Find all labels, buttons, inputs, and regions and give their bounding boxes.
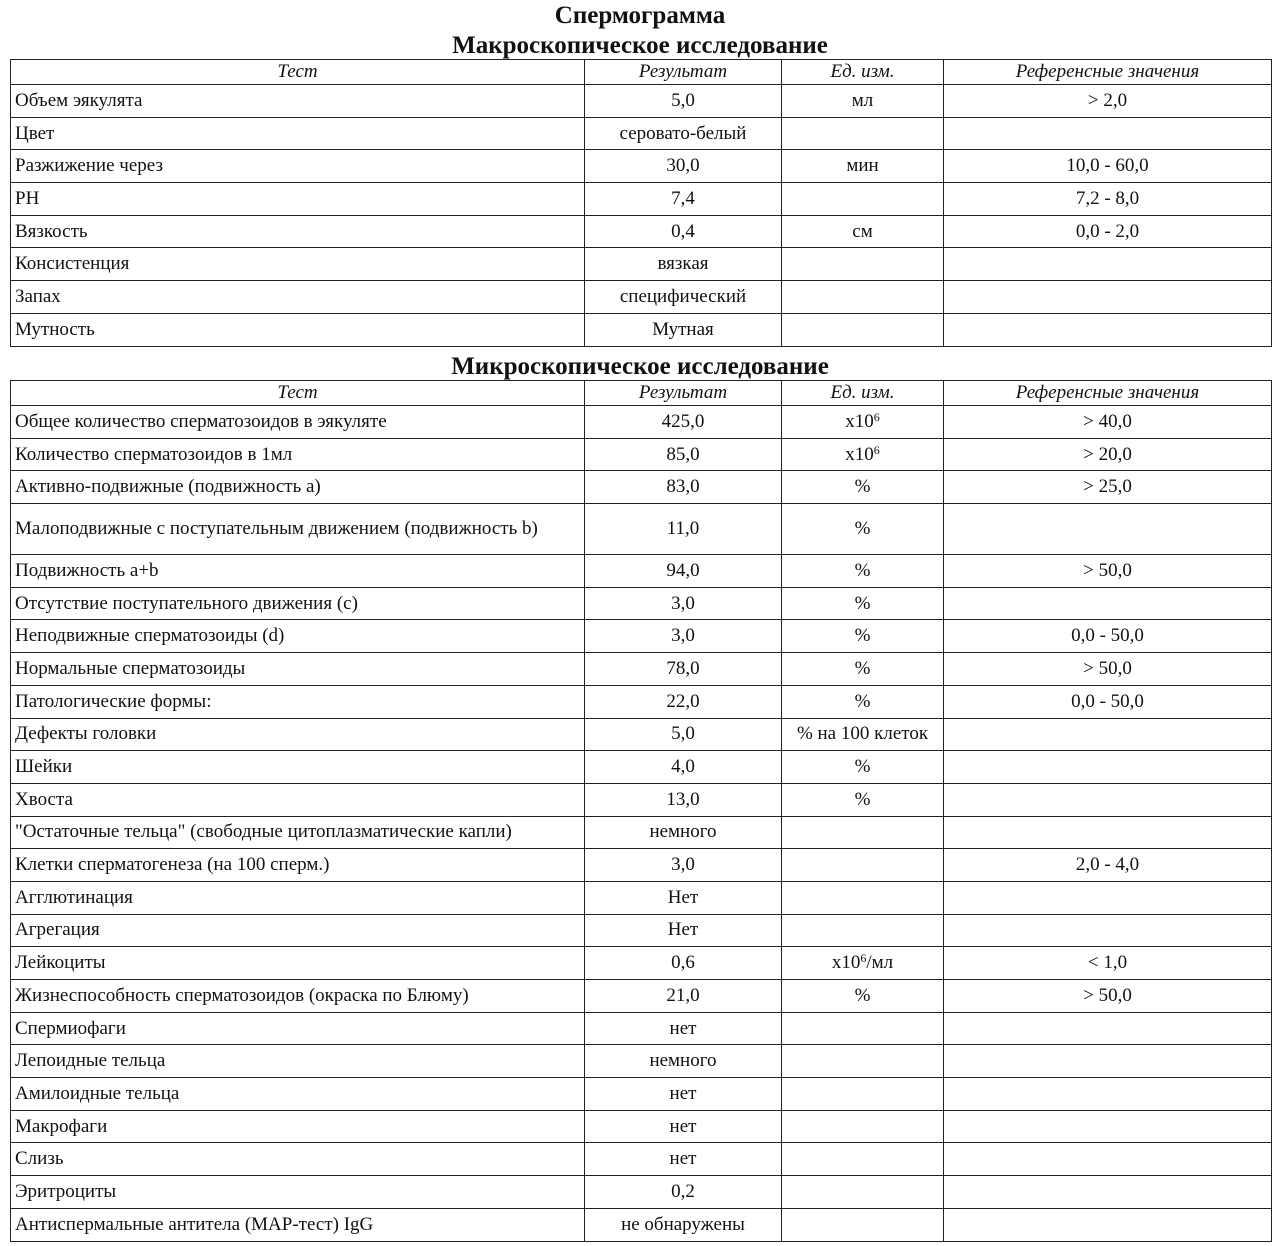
result-cell: серовато-белый	[585, 117, 782, 150]
table-row	[11, 881, 1272, 914]
unit-cell: %	[782, 653, 944, 686]
unit-cell: %	[782, 620, 944, 653]
table-row	[11, 783, 1272, 816]
unit-cell: мл	[782, 85, 944, 118]
table-row	[11, 117, 1272, 150]
test-cell: Вязкость	[11, 215, 585, 248]
reference-cell: > 2,0	[944, 85, 1272, 118]
reference-cell	[944, 281, 1272, 314]
result-cell: 3,0	[585, 587, 782, 620]
table-row	[11, 1078, 1272, 1111]
result-cell: Нет	[585, 881, 782, 914]
table-row	[11, 85, 1272, 118]
reference-cell	[944, 1045, 1272, 1078]
reference-cell: 0,0 - 2,0	[944, 215, 1272, 248]
table-row	[11, 751, 1272, 784]
test-cell: Дефекты головки	[11, 718, 585, 751]
result-cell: не обнаружены	[585, 1208, 782, 1241]
page-title: Спермограмма	[554, 2, 726, 29]
unit-base: x10	[845, 410, 874, 432]
unit-cell	[782, 1045, 944, 1078]
result-cell: немного	[585, 1045, 782, 1078]
unit-cell	[782, 1078, 944, 1111]
table-row	[11, 980, 1272, 1013]
result-cell: специфический	[585, 281, 782, 314]
test-cell: Отсутствие поступательного движения (c)	[11, 587, 585, 620]
table-row	[11, 150, 1272, 183]
unit-cell	[782, 406, 944, 439]
table-row	[11, 849, 1272, 882]
macro-section-heading: Макроскопическое исследование	[452, 32, 828, 59]
unit-cell	[782, 881, 944, 914]
unit-cell	[782, 183, 944, 216]
reference-cell	[944, 816, 1272, 849]
table-row	[11, 1176, 1272, 1209]
reference-cell	[944, 914, 1272, 947]
test-cell: Разжижение через	[11, 150, 585, 183]
table-row	[11, 215, 1272, 248]
reference-cell: < 1,0	[944, 947, 1272, 980]
reference-cell	[944, 881, 1272, 914]
unit-cell: см	[782, 215, 944, 248]
table-row	[11, 816, 1272, 849]
test-cell: Активно-подвижные (подвижность a)	[11, 471, 585, 504]
result-cell: 13,0	[585, 783, 782, 816]
result-cell: 0,4	[585, 215, 782, 248]
reference-cell: > 50,0	[944, 555, 1272, 588]
unit-suffix: /мл	[866, 952, 894, 974]
reference-cell	[944, 1012, 1272, 1045]
micro-header-row	[11, 381, 1272, 406]
unit-cell: %	[782, 751, 944, 784]
table-row	[11, 685, 1272, 718]
reference-cell	[944, 313, 1272, 346]
table-row	[11, 248, 1272, 281]
test-cell: Запах	[11, 281, 585, 314]
table-row	[11, 471, 1272, 504]
test-cell: Жизнеспособность сперматозоидов (окраска по Блюму)	[11, 980, 585, 1013]
unit-cell	[782, 1110, 944, 1143]
reference-cell: 7,2 - 8,0	[944, 183, 1272, 216]
column-header-test: Тест	[11, 381, 585, 406]
unit-cell	[782, 1176, 944, 1209]
table-row	[11, 313, 1272, 346]
reference-cell	[944, 117, 1272, 150]
test-cell: Мутность	[11, 313, 585, 346]
reference-cell: 2,0 - 4,0	[944, 849, 1272, 882]
reference-cell	[944, 718, 1272, 751]
reference-cell: > 50,0	[944, 653, 1272, 686]
test-cell: Объем эякулята	[11, 85, 585, 118]
test-cell: Спермиофаги	[11, 1012, 585, 1045]
column-header-reference: Референсные значения	[944, 381, 1272, 406]
result-cell: нет	[585, 1110, 782, 1143]
test-cell: Агглютинация	[11, 881, 585, 914]
table-row	[11, 620, 1272, 653]
test-cell: Нормальные сперматозоиды	[11, 653, 585, 686]
test-cell: Агрегация	[11, 914, 585, 947]
unit-cell: %	[782, 471, 944, 504]
unit-cell	[782, 117, 944, 150]
result-cell: 3,0	[585, 620, 782, 653]
unit-cell: % на 100 клеток	[782, 718, 944, 751]
result-cell: 78,0	[585, 653, 782, 686]
reference-cell	[944, 783, 1272, 816]
column-header-result: Результат	[585, 60, 782, 85]
result-cell: Мутная	[585, 313, 782, 346]
result-cell: нет	[585, 1143, 782, 1176]
result-cell: немного	[585, 816, 782, 849]
result-cell: 11,0	[585, 504, 782, 555]
reference-cell: > 20,0	[944, 438, 1272, 471]
unit-cell: %	[782, 685, 944, 718]
test-cell: Консистенция	[11, 248, 585, 281]
result-cell: 4,0	[585, 751, 782, 784]
test-cell: PH	[11, 183, 585, 216]
test-cell: Подвижность a+b	[11, 555, 585, 588]
unit-cell	[782, 281, 944, 314]
test-cell: Количество сперматозоидов в 1мл	[11, 438, 585, 471]
column-header-result: Результат	[585, 381, 782, 406]
micro-results-table	[10, 380, 1272, 1242]
table-row	[11, 1143, 1272, 1176]
table-row	[11, 281, 1272, 314]
result-cell: 425,0	[585, 406, 782, 439]
result-cell: 30,0	[585, 150, 782, 183]
reference-cell: 10,0 - 60,0	[944, 150, 1272, 183]
test-cell: "Остаточные тельца" (свободные цитоплазматические капли)	[11, 816, 585, 849]
unit-base: x10	[845, 443, 874, 465]
test-cell: Макрофаги	[11, 1110, 585, 1143]
result-cell: 83,0	[585, 471, 782, 504]
reference-cell	[944, 1110, 1272, 1143]
result-cell: 94,0	[585, 555, 782, 588]
test-cell: Слизь	[11, 1143, 585, 1176]
unit-cell	[782, 248, 944, 281]
result-cell: 21,0	[585, 980, 782, 1013]
reference-cell	[944, 751, 1272, 784]
result-cell: 22,0	[585, 685, 782, 718]
test-cell: Хвоста	[11, 783, 585, 816]
reference-cell: > 25,0	[944, 471, 1272, 504]
reference-cell	[944, 504, 1272, 555]
unit-cell	[782, 438, 944, 471]
reference-cell	[944, 1078, 1272, 1111]
column-header-unit: Ед. изм.	[782, 60, 944, 85]
unit-cell	[782, 313, 944, 346]
reference-cell: > 50,0	[944, 980, 1272, 1013]
result-cell: 7,4	[585, 183, 782, 216]
test-cell: Эритроциты	[11, 1176, 585, 1209]
table-row	[11, 504, 1272, 555]
table-row	[11, 947, 1272, 980]
unit-cell	[782, 1143, 944, 1176]
result-cell: 0,2	[585, 1176, 782, 1209]
test-cell: Лепоидные тельца	[11, 1045, 585, 1078]
reference-cell	[944, 1176, 1272, 1209]
unit-cell	[782, 947, 944, 980]
reference-cell	[944, 1208, 1272, 1241]
test-cell: Амилоидные тельца	[11, 1078, 585, 1111]
column-header-unit: Ед. изм.	[782, 381, 944, 406]
unit-cell	[782, 1208, 944, 1241]
result-cell: нет	[585, 1078, 782, 1111]
unit-cell: %	[782, 783, 944, 816]
test-cell: Общее количество сперматозоидов в эякуляте	[11, 406, 585, 439]
table-row	[11, 587, 1272, 620]
test-cell: Антиспермальные антитела (MAP-тест) IgG	[11, 1208, 585, 1241]
result-cell: 0,6	[585, 947, 782, 980]
result-cell: 3,0	[585, 849, 782, 882]
test-cell: Цвет	[11, 117, 585, 150]
unit-exponent: 6	[860, 951, 867, 966]
unit-exponent: 6	[873, 409, 880, 424]
table-row	[11, 1045, 1272, 1078]
result-cell: 5,0	[585, 718, 782, 751]
test-cell: Патологические формы:	[11, 685, 585, 718]
unit-cell: %	[782, 555, 944, 588]
test-cell: Малоподвижные с поступательным движением (подвижность b)	[11, 504, 585, 555]
unit-cell: мин	[782, 150, 944, 183]
result-cell: 5,0	[585, 85, 782, 118]
unit-base: x10	[831, 952, 861, 974]
macro-results-table	[10, 59, 1272, 347]
table-row	[11, 406, 1272, 439]
column-header-reference: Референсные значения	[944, 60, 1272, 85]
table-row	[11, 1208, 1272, 1241]
reference-cell: 0,0 - 50,0	[944, 620, 1272, 653]
table-row	[11, 1110, 1272, 1143]
reference-cell: 0,0 - 50,0	[944, 685, 1272, 718]
table-row	[11, 653, 1272, 686]
macro-header-row	[11, 60, 1272, 85]
unit-exponent: 6	[873, 442, 880, 457]
test-cell: Лейкоциты	[11, 947, 585, 980]
result-cell: 85,0	[585, 438, 782, 471]
table-row	[11, 183, 1272, 216]
reference-cell	[944, 248, 1272, 281]
micro-section-heading: Микроскопическое исследование	[451, 353, 829, 380]
unit-cell: %	[782, 980, 944, 1013]
result-cell: Нет	[585, 914, 782, 947]
unit-cell	[782, 1012, 944, 1045]
test-cell: Клетки сперматогенеза (на 100 сперм.)	[11, 849, 585, 882]
unit-cell: %	[782, 587, 944, 620]
column-header-test: Тест	[11, 60, 585, 85]
reference-cell	[944, 1143, 1272, 1176]
table-row	[11, 914, 1272, 947]
unit-cell: %	[782, 504, 944, 555]
unit-cell	[782, 816, 944, 849]
test-cell: Неподвижные сперматозоиды (d)	[11, 620, 585, 653]
unit-cell	[782, 914, 944, 947]
result-cell: нет	[585, 1012, 782, 1045]
table-row	[11, 555, 1272, 588]
table-row	[11, 1012, 1272, 1045]
test-cell: Шейки	[11, 751, 585, 784]
unit-cell	[782, 849, 944, 882]
reference-cell: > 40,0	[944, 406, 1272, 439]
table-row	[11, 718, 1272, 751]
result-cell: вязкая	[585, 248, 782, 281]
table-row	[11, 438, 1272, 471]
reference-cell	[944, 587, 1272, 620]
